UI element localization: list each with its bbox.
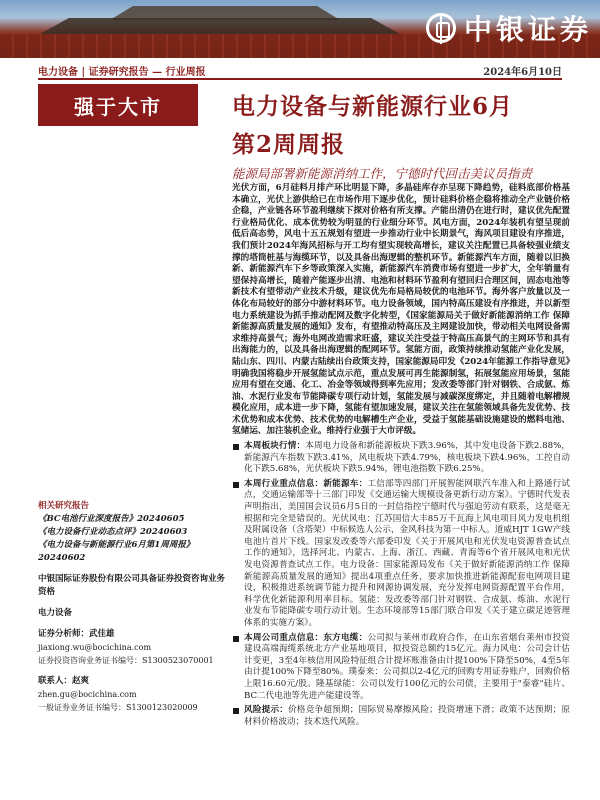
report-title-line2: 第2周周报 xyxy=(232,131,346,158)
report-date: 2024年6月10日 xyxy=(483,67,562,78)
bank-logo-icon xyxy=(426,13,456,43)
report-subtitle: 能源局部署新能源消纳工作，宁德时代回击美议员指责 xyxy=(232,166,533,181)
contact-name: 联系人：赵爽 xyxy=(38,676,90,686)
bullet-text: 价格竞争超预期；国际贸易摩擦风险；投资增速下滑；政策不达预期；原材料价格波动；技术迭代风险。 xyxy=(244,705,570,727)
report-title-line1: 电力设备与新能源行业6月 xyxy=(232,93,514,120)
bullet-lead: 本周公司重点信息：东方电缆： xyxy=(244,632,368,643)
report-title xyxy=(232,88,562,164)
analyst-name: 证券分析师：武佳雄 xyxy=(38,629,115,639)
main-body xyxy=(232,183,570,728)
report-category: 电力设备 | 证券研究报告 — 行业周报 xyxy=(38,67,206,78)
rating-badge: 强于大市 xyxy=(38,84,198,126)
header-banner xyxy=(0,0,600,58)
related-report[interactable]: 《电力设备与新能源行业6月第1周周报》20240602 xyxy=(38,540,195,563)
bullet-text: 公司拟与莱州市政府合作，在山东省烟台莱州市投资建设高端海缆系统北方产业基地项目，拟投资总额约15亿元。海力风电：公司会计估计变更，3至4年核信用风险特征组合计提坏账准备由计提100%下降至50%，4至5年由计提100%下降至80%。璞泰来：公司拟以2-4亿元的回购专用证券账户，回购价格上限16.60元/股。隆基绿能：公司以发行100亿元的公司债，主要用于"泰睿"硅片、BC二代电池等先进产能建设等。 xyxy=(244,632,570,701)
summary-paragraph: 光伏方面，6月硅料月排产环比明显下降，多晶硅库存亦呈现下降趋势，硅料底部价格基本确立，光伏上游供给已在市场作用下逐步优化，预计硅料价格企稳将推动全产业链价格企稳，产业链各环节盈利继续下探对价格有所支撑。产能出清仍在进行时，建议优先配置行业格局优化、成本优势较为明显的行业细分环节。风电方面，2024年装机有望呈现前低后高态势，风电十五五规划有望进一步推动行业中长期景气，海风项目建设有序推进，我们预计2024年海风招标与开工均有望实现较高增长，建议关注配置已具备较强业绩支撑的塔筒桩基与海缆环节，以及具备出海逻辑的整机环节。新能源汽车方面，随着以旧换新、新能源汽车下乡等政策深入实施，新能源汽车消费市场有望进一步扩大，全年销量有望保持高增长，随着产能逐步出清、电池和材料环节盈利有望回归合理区间，固态电池等新技术有望带动产业技术升级，建议优先布局格局较优的电池环节。海外客户放量以及一体化布局较好的部分中游材料环节。电力设备领域，国内特高压建设有序推进，并以新型电力系统建设为抓手推动配网及数字化转型，《国家能源局关于做好新能源消纳工作 保障新能源高质量发展的通知》发布，有望推动特高压及主网建设加快，带动相关电网设备需求维持高景气；海外电网改造需求旺盛，建议关注受益于特高压高景气的主网环节和具有出海能力的，以及具备出海逻辑的配网环节。氢能方面，政策持续推动氢能产业化发展，陆山东、四川、内蒙古陆续出台政策支持，国家能源局印发《2024年能源工作指导意见》明确我国将稳步开展氢能试点示范，重点发展可再生能源制氢，拓展氢能应用场景，氢能应用有望在交通、化工、冶金等领域得到率先应用；发改委等部门针对钢铁、合成氨、炼油、水泥行业发布节能降碳专项行动计划，氢能发展与减碳深度绑定，并且随着电解槽规模化应用，成本进一步下降，氢能有望加速发展，建议关注在氢能领域具备先发优势、技术优势和成本优势、技术优势的电解槽生产企业，受益于氢能基础设施建设的燃料电池、氢储运、加注装机企业。维持行业强于大市评级。 xyxy=(232,183,570,437)
bullet-industry-news xyxy=(232,479,570,630)
analyst-email[interactable]: jiaxiong.wu@bocichina.com xyxy=(38,643,152,652)
related-report[interactable]: 《BC电池行业深度报告》20240605 xyxy=(38,514,185,524)
sidebar xyxy=(38,500,233,714)
bullet-market xyxy=(232,441,570,476)
bullet-risk xyxy=(232,705,570,728)
related-heading: 相关研究报告 xyxy=(38,501,90,511)
related-report[interactable]: 《电力设备行业动态点评》20240603 xyxy=(38,527,188,537)
report-meta-bar xyxy=(38,60,562,80)
brand xyxy=(426,6,592,50)
palace-roof-image xyxy=(110,6,340,20)
bullet-lead: 本周行业重点信息：新能源车： xyxy=(244,478,368,489)
brand-name: 中银证券 xyxy=(463,13,592,46)
bullet-company-news xyxy=(232,633,570,703)
contact-cert: 一般证券业务证书编号：S1300123020009 xyxy=(38,703,198,712)
palace-roof-image-lower xyxy=(40,18,400,34)
disclaimer: 中银国际证券股份有限公司具备证券投资咨询业务资格 xyxy=(38,574,226,597)
bullet-text: 工信部等四部门开展智能网联汽车准入和上路通行试点，交通运输部等十三部门印发《交通运输大规模设备更新行动方案》。宁德时代发表声明指出，美国国会议员6月5日的一封信指控宁德时代与强迫劳动有联系，这是毫无根据和完全是错误的。光伏风电：江苏国信大丰85万千瓦海上风电项目风力发电机组及附属设备（含塔架）中标候选人公示，金风科技为第一中标人。道威HJT 1GW产线电池片首片下线。国家发改委等六部委印发《关于开展风电和光伏发电资源普查试点工作的通知》，选择河北、内蒙古、上海、浙江、西藏、青海等6个省开展风电和光伏发电资源普查试点工作。电力设备：国家能源局发布《关于做好新能源消纳工作 保障新能源高质量发展的通知》提出4项重点任务，要求加快推进新能源配套电网项目建设，积极推进系统调节能力提升和网源协调发展，充分发挥电网资源配置平台作用，科学优化新能源利用率目标。氢能：发改委等部门针对钢铁、合成氨、炼油、水泥行业发布节能降碳专项行动计划。生态环境部等15部门联合印发《关于建立碳足迹管理体系的实施方案》。 xyxy=(244,478,570,628)
bullet-text: 本周电力设备和新能源板块下跌3.96%，其中发电设备下跌2.88%，新能源汽车指数下跌3.41%，风电板块下跌4.79%，核电板块下跌4.96%，工控自动化下跌5.68%，光伏板块下跌5.94%，锂电池指数下跌6.25%。 xyxy=(244,441,570,475)
analyst-cert: 证券投资咨询业务证书编号：S1300523070001 xyxy=(38,656,214,665)
contact-email[interactable]: zhen.gu@bocichina.com xyxy=(38,690,137,699)
industry-label: 电力设备 xyxy=(38,608,73,618)
bullet-lead: 本周板块行情： xyxy=(244,441,306,452)
bullet-lead: 风险提示： xyxy=(244,705,289,716)
